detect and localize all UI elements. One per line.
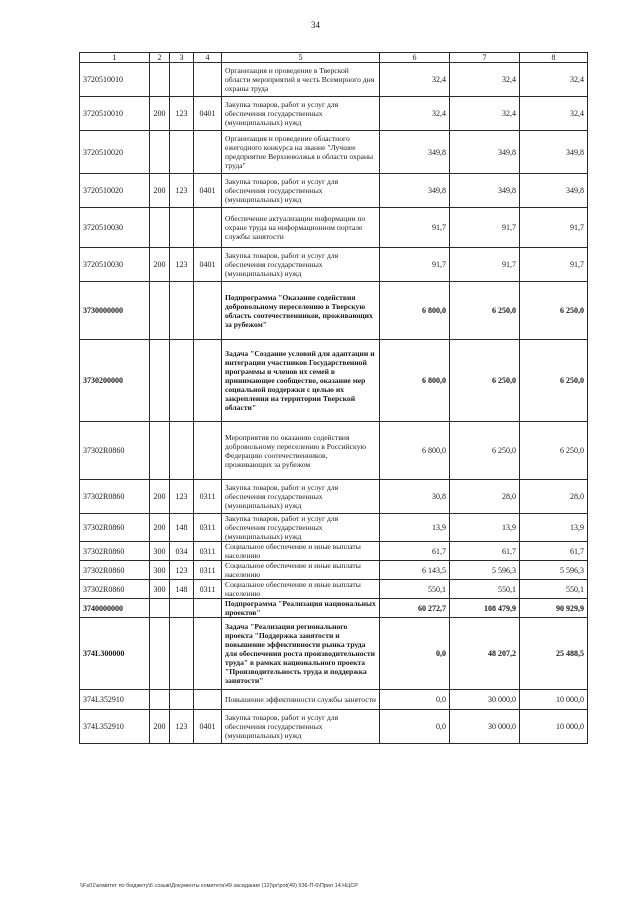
section-cell xyxy=(194,599,222,618)
table-row xyxy=(80,63,588,97)
header-cell: 4 xyxy=(194,53,222,63)
value-cell-7: 108 479,9 xyxy=(450,599,520,618)
code: 37302R0860 xyxy=(80,580,150,599)
kosgu-cell xyxy=(170,131,194,174)
kvr-cell: 200 xyxy=(150,480,170,514)
section-cell xyxy=(194,618,222,690)
code: 3720510030 xyxy=(80,248,150,282)
section-cell: 0311 xyxy=(194,561,222,580)
code: 37302R0860 xyxy=(80,422,150,480)
kosgu-cell xyxy=(170,690,194,710)
name-cell: Мероприятия по оказанию содействия добровольному переселению в Российскую Федерацию соотечественников, проживающих за рубежом xyxy=(222,422,380,480)
code: 3720510020 xyxy=(80,131,150,174)
value-cell-7: 550,1 xyxy=(450,580,520,599)
kvr-cell xyxy=(150,690,170,710)
value-cell-7: 28,0 xyxy=(450,480,520,514)
kosgu-cell: 123 xyxy=(170,248,194,282)
value-cell-7: 6 250,0 xyxy=(450,422,520,480)
kvr-cell xyxy=(150,618,170,690)
budget-table xyxy=(79,52,588,744)
name-cell: Задача "Реализация регионального проекта "Поддержка занятости и повышение эффективности рынка труда для обеспечения роста производительности труда" в рамках национального проекта "Производительность труда и поддержка занятости" xyxy=(222,618,380,690)
value-cell-8: 91,7 xyxy=(520,208,588,248)
value-cell-8: 90 929,9 xyxy=(520,599,588,618)
kosgu-cell xyxy=(170,618,194,690)
value-cell-6: 349,8 xyxy=(380,131,450,174)
kosgu-cell: 148 xyxy=(170,514,194,542)
section-cell xyxy=(194,131,222,174)
value-cell-7: 91,7 xyxy=(450,248,520,282)
kosgu-cell xyxy=(170,63,194,97)
name-cell: Организация и проведение в Тверской области мероприятий в честь Всемирного дня охраны труда xyxy=(222,63,380,97)
code: 37302R0860 xyxy=(80,542,150,561)
table-row xyxy=(80,131,588,174)
value-cell-8: 10 000,0 xyxy=(520,710,588,744)
kvr-cell: 200 xyxy=(150,174,170,208)
name-cell: Организация и проведение областного ежегодного конкурса на звание "Лучшее предприятие Верхневолжья в области охраны труда" xyxy=(222,131,380,174)
value-cell-7: 13,9 xyxy=(450,514,520,542)
header-cell: 6 xyxy=(380,53,450,63)
value-cell-6: 13,9 xyxy=(380,514,450,542)
kvr-cell: 200 xyxy=(150,97,170,131)
section-cell xyxy=(194,208,222,248)
name-cell: Закупка товаров, работ и услуг для обеспечения государственных (муниципальных) нужд xyxy=(222,248,380,282)
value-cell-8: 13,9 xyxy=(520,514,588,542)
kvr-cell: 200 xyxy=(150,514,170,542)
table-row xyxy=(80,480,588,514)
section-cell: 0401 xyxy=(194,248,222,282)
value-cell-8: 349,8 xyxy=(520,131,588,174)
value-cell-6: 30,8 xyxy=(380,480,450,514)
value-cell-7: 6 250,0 xyxy=(450,340,520,422)
code: 374L300000 xyxy=(80,618,150,690)
value-cell-7: 30 000,0 xyxy=(450,690,520,710)
value-cell-8: 32,4 xyxy=(520,63,588,97)
section-cell: 0401 xyxy=(194,710,222,744)
code: 374L352910 xyxy=(80,690,150,710)
value-cell-6: 6 143,5 xyxy=(380,561,450,580)
header-cell: 1 xyxy=(80,53,150,63)
table-row xyxy=(80,599,588,618)
code: 3720510010 xyxy=(80,63,150,97)
name-cell: Социальное обеспечение и иные выплаты населению xyxy=(222,542,380,561)
table-row xyxy=(80,514,588,542)
header-row xyxy=(80,53,588,63)
value-cell-8: 6 250,0 xyxy=(520,282,588,340)
value-cell-8: 91,7 xyxy=(520,248,588,282)
name-cell: Социальное обеспечение и иные выплаты населению xyxy=(222,561,380,580)
table-row xyxy=(80,618,588,690)
header-cell: 5 xyxy=(222,53,380,63)
table-row xyxy=(80,542,588,561)
value-cell-6: 0,0 xyxy=(380,690,450,710)
kosgu-cell xyxy=(170,599,194,618)
value-cell-6: 6 800,0 xyxy=(380,422,450,480)
kosgu-cell: 123 xyxy=(170,480,194,514)
kosgu-cell xyxy=(170,340,194,422)
table-row xyxy=(80,282,588,340)
value-cell-7: 30 000,0 xyxy=(450,710,520,744)
value-cell-6: 32,4 xyxy=(380,63,450,97)
kvr-cell: 300 xyxy=(150,580,170,599)
kvr-cell: 300 xyxy=(150,561,170,580)
value-cell-8: 25 488,5 xyxy=(520,618,588,690)
section-cell: 0401 xyxy=(194,174,222,208)
kvr-cell xyxy=(150,282,170,340)
kvr-cell: 200 xyxy=(150,248,170,282)
kvr-cell xyxy=(150,131,170,174)
value-cell-8: 32,4 xyxy=(520,97,588,131)
kosgu-cell: 148 xyxy=(170,580,194,599)
value-cell-7: 48 207,2 xyxy=(450,618,520,690)
code: 3730000000 xyxy=(80,282,150,340)
value-cell-6: 32,4 xyxy=(380,97,450,131)
value-cell-8: 6 250,0 xyxy=(520,340,588,422)
kvr-cell xyxy=(150,422,170,480)
value-cell-7: 61,7 xyxy=(450,542,520,561)
table-row xyxy=(80,248,588,282)
kosgu-cell: 123 xyxy=(170,97,194,131)
value-cell-6: 60 272,7 xyxy=(380,599,450,618)
value-cell-8: 61,7 xyxy=(520,542,588,561)
kvr-cell xyxy=(150,340,170,422)
name-cell: Закупка товаров, работ и услуг для обеспечения государственных (муниципальных) нужд xyxy=(222,97,380,131)
name-cell: Закупка товаров, работ и услуг для обеспечения государственных (муниципальных) нужд xyxy=(222,174,380,208)
code: 3720510030 xyxy=(80,208,150,248)
header-cell: 3 xyxy=(170,53,194,63)
file-path-footer: \\Fs01\комитет по бюджету\6 созыв\Документы комитета\49 заседание (12)\pr\pot(49) 936-П-6\Прил 14 НЦСР xyxy=(80,883,358,889)
value-cell-8: 10 000,0 xyxy=(520,690,588,710)
kvr-cell: 200 xyxy=(150,710,170,744)
kvr-cell xyxy=(150,63,170,97)
section-cell: 0311 xyxy=(194,480,222,514)
value-cell-7: 5 596,3 xyxy=(450,561,520,580)
kosgu-cell: 123 xyxy=(170,710,194,744)
name-cell: Закупка товаров, работ и услуг для обеспечения государственных (муниципальных) нужд xyxy=(222,480,380,514)
value-cell-7: 6 250,0 xyxy=(450,282,520,340)
value-cell-7: 349,8 xyxy=(450,131,520,174)
header-cell: 7 xyxy=(450,53,520,63)
name-cell: Закупка товаров, работ и услуг для обеспечения государственных (муниципальных) нужд xyxy=(222,710,380,744)
section-cell xyxy=(194,340,222,422)
value-cell-7: 349,8 xyxy=(450,174,520,208)
kvr-cell: 300 xyxy=(150,542,170,561)
value-cell-7: 32,4 xyxy=(450,97,520,131)
value-cell-6: 6 800,0 xyxy=(380,340,450,422)
kosgu-cell xyxy=(170,208,194,248)
value-cell-6: 349,8 xyxy=(380,174,450,208)
code: 374L352910 xyxy=(80,710,150,744)
table-row xyxy=(80,174,588,208)
name-cell: Подпрограмма "Оказание содействия добровольному переселению в Тверскую область соотечественников, проживающих за рубежом" xyxy=(222,282,380,340)
section-cell: 0311 xyxy=(194,542,222,561)
name-cell: Социальное обеспечение и иные выплаты населению xyxy=(222,580,380,599)
section-cell: 0311 xyxy=(194,580,222,599)
kvr-cell xyxy=(150,599,170,618)
value-cell-6: 91,7 xyxy=(380,208,450,248)
header-cell: 8 xyxy=(520,53,588,63)
value-cell-8: 28,0 xyxy=(520,480,588,514)
kosgu-cell: 123 xyxy=(170,174,194,208)
value-cell-6: 61,7 xyxy=(380,542,450,561)
table-row xyxy=(80,208,588,248)
kosgu-cell xyxy=(170,422,194,480)
name-cell: Задача "Создание условий для адаптации и интеграции участников Государственной программы и членов их семей в принимающее сообщество, оказание мер социальной поддержки с целью их закрепления на территории Тверской области" xyxy=(222,340,380,422)
kosgu-cell xyxy=(170,282,194,340)
table-row xyxy=(80,422,588,480)
code: 3740000000 xyxy=(80,599,150,618)
table-row xyxy=(80,710,588,744)
code: 37302R0860 xyxy=(80,561,150,580)
header-cell: 2 xyxy=(150,53,170,63)
table-row xyxy=(80,340,588,422)
value-cell-8: 550,1 xyxy=(520,580,588,599)
table-row xyxy=(80,580,588,599)
value-cell-8: 349,8 xyxy=(520,174,588,208)
value-cell-6: 550,1 xyxy=(380,580,450,599)
page-number: 34 xyxy=(311,20,320,30)
code: 37302R0860 xyxy=(80,514,150,542)
section-cell xyxy=(194,282,222,340)
kosgu-cell: 123 xyxy=(170,561,194,580)
value-cell-6: 91,7 xyxy=(380,248,450,282)
name-cell: Повышение эффективности службы занятости xyxy=(222,690,380,710)
value-cell-7: 32,4 xyxy=(450,63,520,97)
section-cell xyxy=(194,690,222,710)
table-row xyxy=(80,561,588,580)
kvr-cell xyxy=(150,208,170,248)
name-cell: Подпрограмма "Реализация национальных проектов" xyxy=(222,599,380,618)
section-cell xyxy=(194,63,222,97)
code: 3720510020 xyxy=(80,174,150,208)
code: 3720510010 xyxy=(80,97,150,131)
section-cell xyxy=(194,422,222,480)
table-row xyxy=(80,690,588,710)
value-cell-6: 6 800,0 xyxy=(380,282,450,340)
value-cell-6: 0,0 xyxy=(380,710,450,744)
kosgu-cell: 034 xyxy=(170,542,194,561)
value-cell-7: 91,7 xyxy=(450,208,520,248)
section-cell: 0401 xyxy=(194,97,222,131)
value-cell-8: 5 596,3 xyxy=(520,561,588,580)
name-cell: Закупка товаров, работ и услуг для обеспечения государственных (муниципальных) нужд xyxy=(222,514,380,542)
table-row xyxy=(80,97,588,131)
name-cell: Обеспечение актуализации информации по охране труда на информационном портале службы занятости xyxy=(222,208,380,248)
value-cell-8: 6 250,0 xyxy=(520,422,588,480)
code: 3730200000 xyxy=(80,340,150,422)
value-cell-6: 0,0 xyxy=(380,618,450,690)
code: 37302R0860 xyxy=(80,480,150,514)
section-cell: 0311 xyxy=(194,514,222,542)
